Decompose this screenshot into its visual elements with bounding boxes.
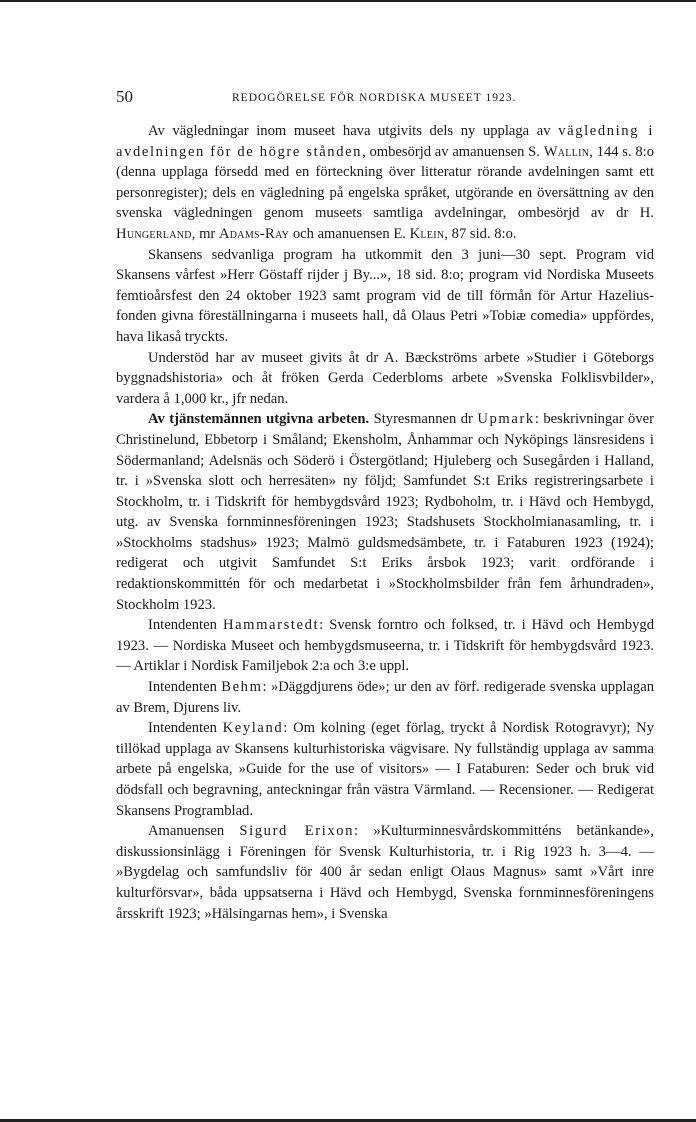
person-name: Keyland bbox=[222, 720, 284, 737]
spaced-title: vägledning i avdelningen för de högre stånden bbox=[116, 123, 655, 160]
person-name: Sigurd Erixon bbox=[239, 823, 355, 840]
text-run: , 87 sid. 8:o. bbox=[444, 225, 517, 242]
text-run: : beskrivningar över Christinelund, Ebbetorp i Småland; Ekensholm, Ånhammar och Nyköpings länsresidens i Södermanland; Adelsnäs och Söderö i Östergötland; Hjuleberg och Susegården i Halland, tr. i »Svenska slott och herresäten» ny följd; Samfundet S:t Eriks registreringsarbete i Stockholm, tr. i Tidskrift för hembygdsvård 1923; Rydboholm, tr. i Hävd och Hembygd, utg. av Svenska fornminnesföreningen 1923; Stadshusets Stockholmianasamling, tr. i »Stockholms stadshus» 1923; Malmö guldsmedsämbete, tr. i Fataburen 1923 (1924); redigerat och utgivit Samfundet S:t Eriks årsbok 1923; varit ordförande i redaktionskommittén för och medarbetat i »Stockholmsbilder från fem århundraden», Stockholm 1923. bbox=[116, 411, 654, 613]
paragraph-keyland bbox=[116, 718, 654, 821]
text-run: : Svensk forntro och folksed, tr. i Hävd och Hembygd 1923. — Nordiska Museet och hembygdsmuseerna, tr. i Tidskrift för hembygdsvård 1923. — Artiklar i Nordisk Familjebok 2:a och 3:e uppl. bbox=[116, 617, 654, 675]
text-run: och amanuensen E. bbox=[289, 225, 410, 242]
top-border bbox=[0, 0, 696, 2]
text-run: Intendenten bbox=[148, 720, 223, 737]
text-run: Intendenten bbox=[148, 617, 223, 634]
text-run: , 144 s. 8:o (denna upplaga försedd med en förteckning över litteratur rörande avdelningen samt ett personregister); dels en vägledning på engelska språket, utgörande en översättning av den svenska vägledningen genom museets samtliga avdelningar, ombesörjd av dr H. bbox=[116, 143, 655, 222]
text-run: Intendenten bbox=[148, 679, 222, 696]
paragraph-erixon bbox=[116, 821, 654, 924]
text-run: : »Kulturminnesvårdskommitténs betänkande», diskussionsinlägg i Föreningen för Svensk Kulturhistoria, tr. i Rig 1923 h. 3—4. — »Bygdelag och samfundsliv för 400 år sedan enligt Olaus Magnus» samt »Vårt inre kulturförsvar», båda uppsatserna i Hävd och Hembygd, Svenska fornminnesföreningens årsskrift 1923; »Hälsingarnas hem», i Svenska bbox=[116, 823, 655, 922]
running-head: REDOGÖRELSE FÖR NORDISKA MUSEET 1923. bbox=[232, 92, 517, 104]
author-name: Klein bbox=[409, 225, 445, 242]
paragraph-skansen-programs: Skansens sedvanliga program ha utkommit den 3 juni—30 sept. Program vid Skansens vårfest »Herr Göstaff rijder j By...», 18 sid. 8:o; program vid Nordiska Museets femtioårsfest den 24 oktober 1923 samt program vid de till förmån för Artur Hazelius-fonden givna föreställningarna i museets hall, då Olaus Petri »Tobiæ comedia» uppfördes, hava likaså tryckts. bbox=[116, 246, 654, 345]
text-run: Av vägledningar inom museet hava utgivits dels ny upplaga av bbox=[148, 123, 559, 139]
section-heading: Av tjänstemännen utgivna arbeten. bbox=[148, 411, 370, 428]
text-run: , ombesörjd av amanuensen S. bbox=[362, 143, 544, 160]
text-run: , mr bbox=[191, 225, 219, 242]
paragraph-support: Understöd har av museet givits åt dr A. Bæckströms arbete »Studier i Göteborgs byggnadshistoria» och åt fröken Gerda Cederbloms arbete »Svenska Folklisvbilder», vardera å 1,000 kr., jfr nedan. bbox=[116, 349, 654, 407]
text-run: Amanuensen bbox=[148, 823, 240, 840]
body-text bbox=[116, 121, 654, 924]
paragraph-hammarstedt bbox=[116, 615, 654, 677]
person-name: Behm bbox=[221, 679, 263, 696]
author-name: Wallin bbox=[543, 143, 590, 160]
text-run: : »Däggdjurens öde»; ur den av förf. redigerade svenska upplagan av Brem, Djurens liv. bbox=[116, 679, 654, 716]
text-run: Styresmannen dr bbox=[369, 411, 478, 428]
text-run: : Om kolning (eget förlag, tryckt å Nordisk Rotogravyr); Ny tillökad upplaga av Skansens kulturhistoriska vägvisare. Ny fullständig upplaga av samma arbete på engelska, »Guide for the use of visitors» — I Fataburen: Seder och bruk vid dödsfall och begravning, anteckningar från västra Värmland. — Recensioner. — Redigerat Skansens Programblad. bbox=[116, 720, 654, 819]
author-name: Hungerland bbox=[116, 225, 192, 242]
author-name: Adams-Ray bbox=[218, 225, 290, 242]
person-name: Hammarstedt bbox=[222, 617, 320, 634]
page-number: 50 bbox=[116, 87, 133, 106]
paragraph-behm bbox=[116, 677, 654, 718]
paragraph-guides bbox=[116, 121, 654, 245]
page-header bbox=[116, 86, 654, 108]
paragraph-staff-works bbox=[116, 409, 654, 615]
person-name: Upmark bbox=[477, 411, 535, 428]
